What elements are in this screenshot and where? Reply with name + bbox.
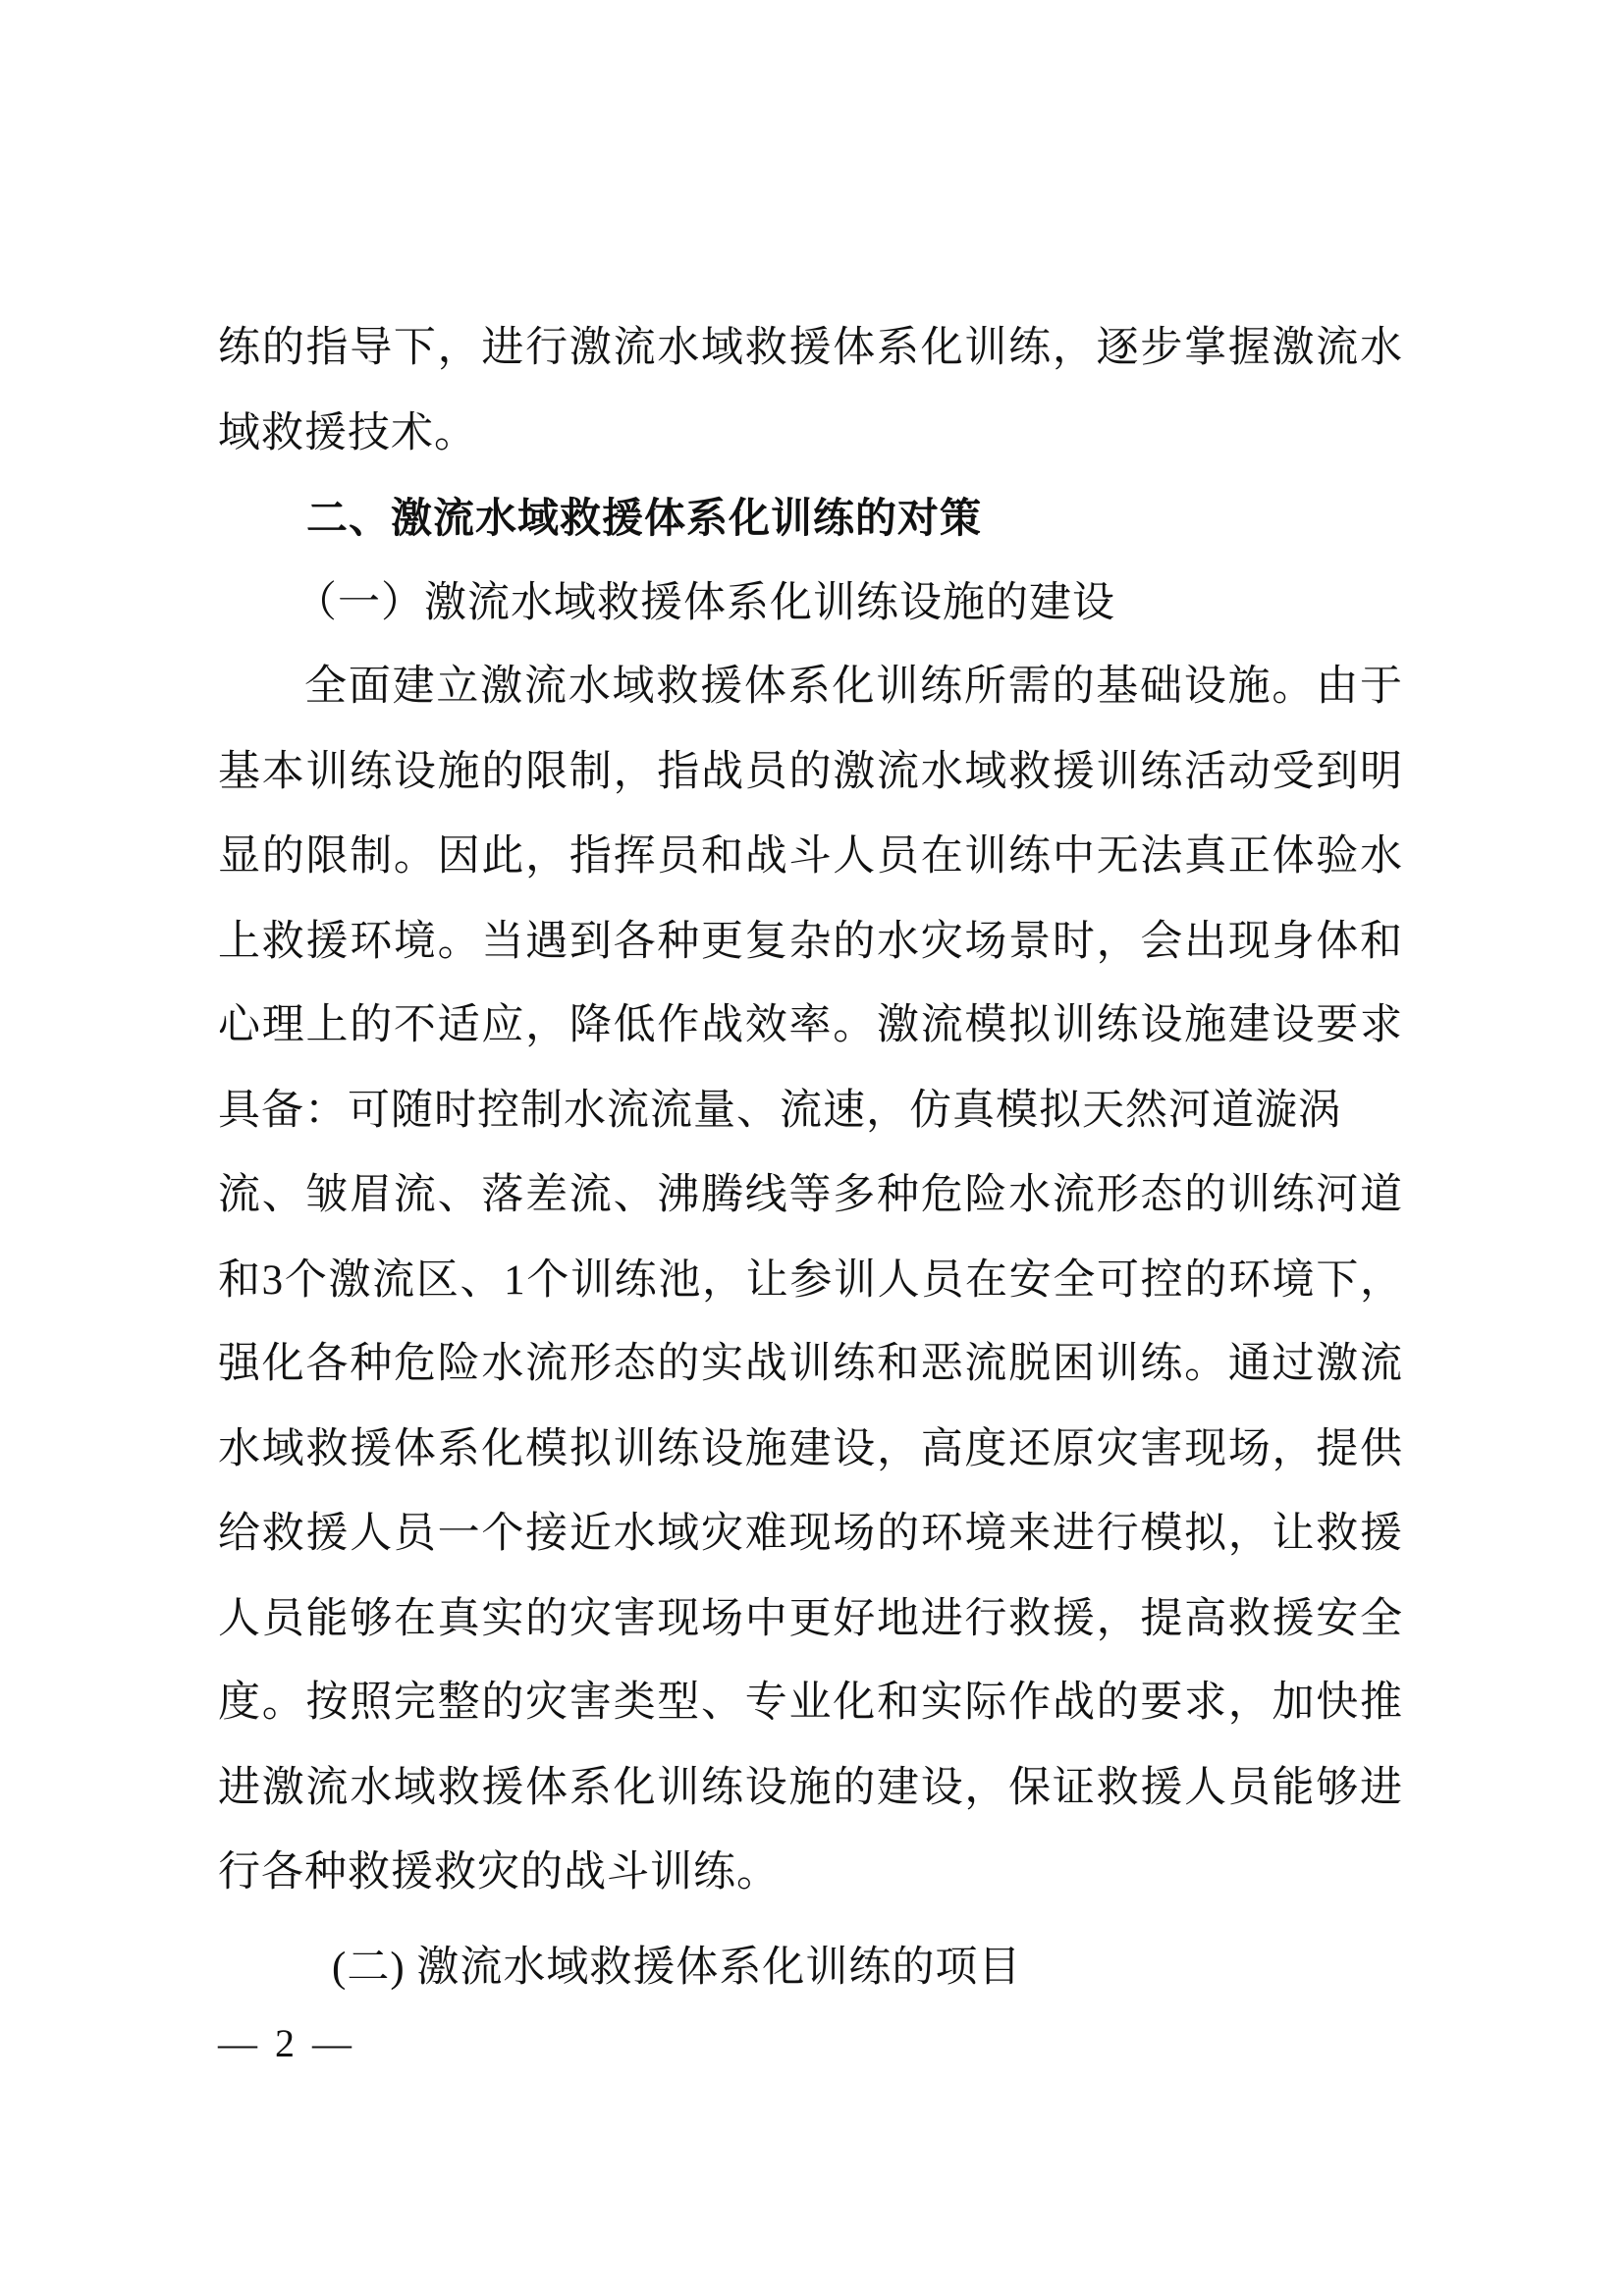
body-text-line: 行各种救援救灾的战斗训练。 [218,1849,780,1896]
body-text-line: 人员能够在真实的灾害现场中更好地进行救援，提高救援安全 [218,1596,1402,1642]
body-text-line: 心理上的不适应，降低作战效率。激流模拟训练设施建设要求 [218,1002,1402,1048]
subsection-heading: (二) 激流水域救援体系化训练的项目 [332,1945,1022,1991]
page-number: — 2 — [218,2021,355,2065]
body-text-line: 和3个激流区、1个训练池，让参训人员在安全可控的环境下， [218,1257,1402,1304]
body-text-line: 全面建立激流水域救援体系化训练所需的基础设施。由于 [304,664,1402,710]
body-text-line: 度。按照完整的灾害类型、专业化和实际作战的要求，加快推 [218,1680,1402,1726]
body-text-line: 流、皱眉流、落差流、沸腾线等多种危险水流形态的训练河道 [218,1172,1402,1218]
body-text-line: 进激流水域救援体系化训练设施的建设，保证救援人员能够进 [218,1765,1402,1811]
body-text-line: 显的限制。因此，指挥员和战斗人员在训练中无法真正体验水 [218,833,1402,880]
body-text-line: 强化各种危险水流形态的实战训练和恶流脱困训练。通过激流 [218,1341,1402,1387]
body-text-line: 水域救援体系化模拟训练设施建设，高度还原灾害现场，提供 [218,1426,1402,1472]
body-text-line: 具备：可随时控制水流流量、流速，仿真模拟天然河道漩涡 [218,1088,1341,1134]
subsection-heading: （一）激流水域救援体系化训练设施的建设 [295,580,1115,626]
body-text-line: 上救援环境。当遇到各种更复杂的水灾场景时，会出现身体和 [218,919,1402,965]
body-text-line: 练的指导下，进行激流水域救援体系化训练，逐步掌握激流水 [218,325,1402,371]
body-text-line: 基本训练设施的限制，指战员的激流水域救援训练活动受到明 [218,749,1402,795]
body-text-line: 域救援技术。 [218,410,477,456]
section-heading: 二、激流水域救援体系化训练的对策 [306,495,983,541]
body-text-line: 给救援人员一个接近水域灾难现场的环境来进行模拟，让救援 [218,1511,1402,1557]
